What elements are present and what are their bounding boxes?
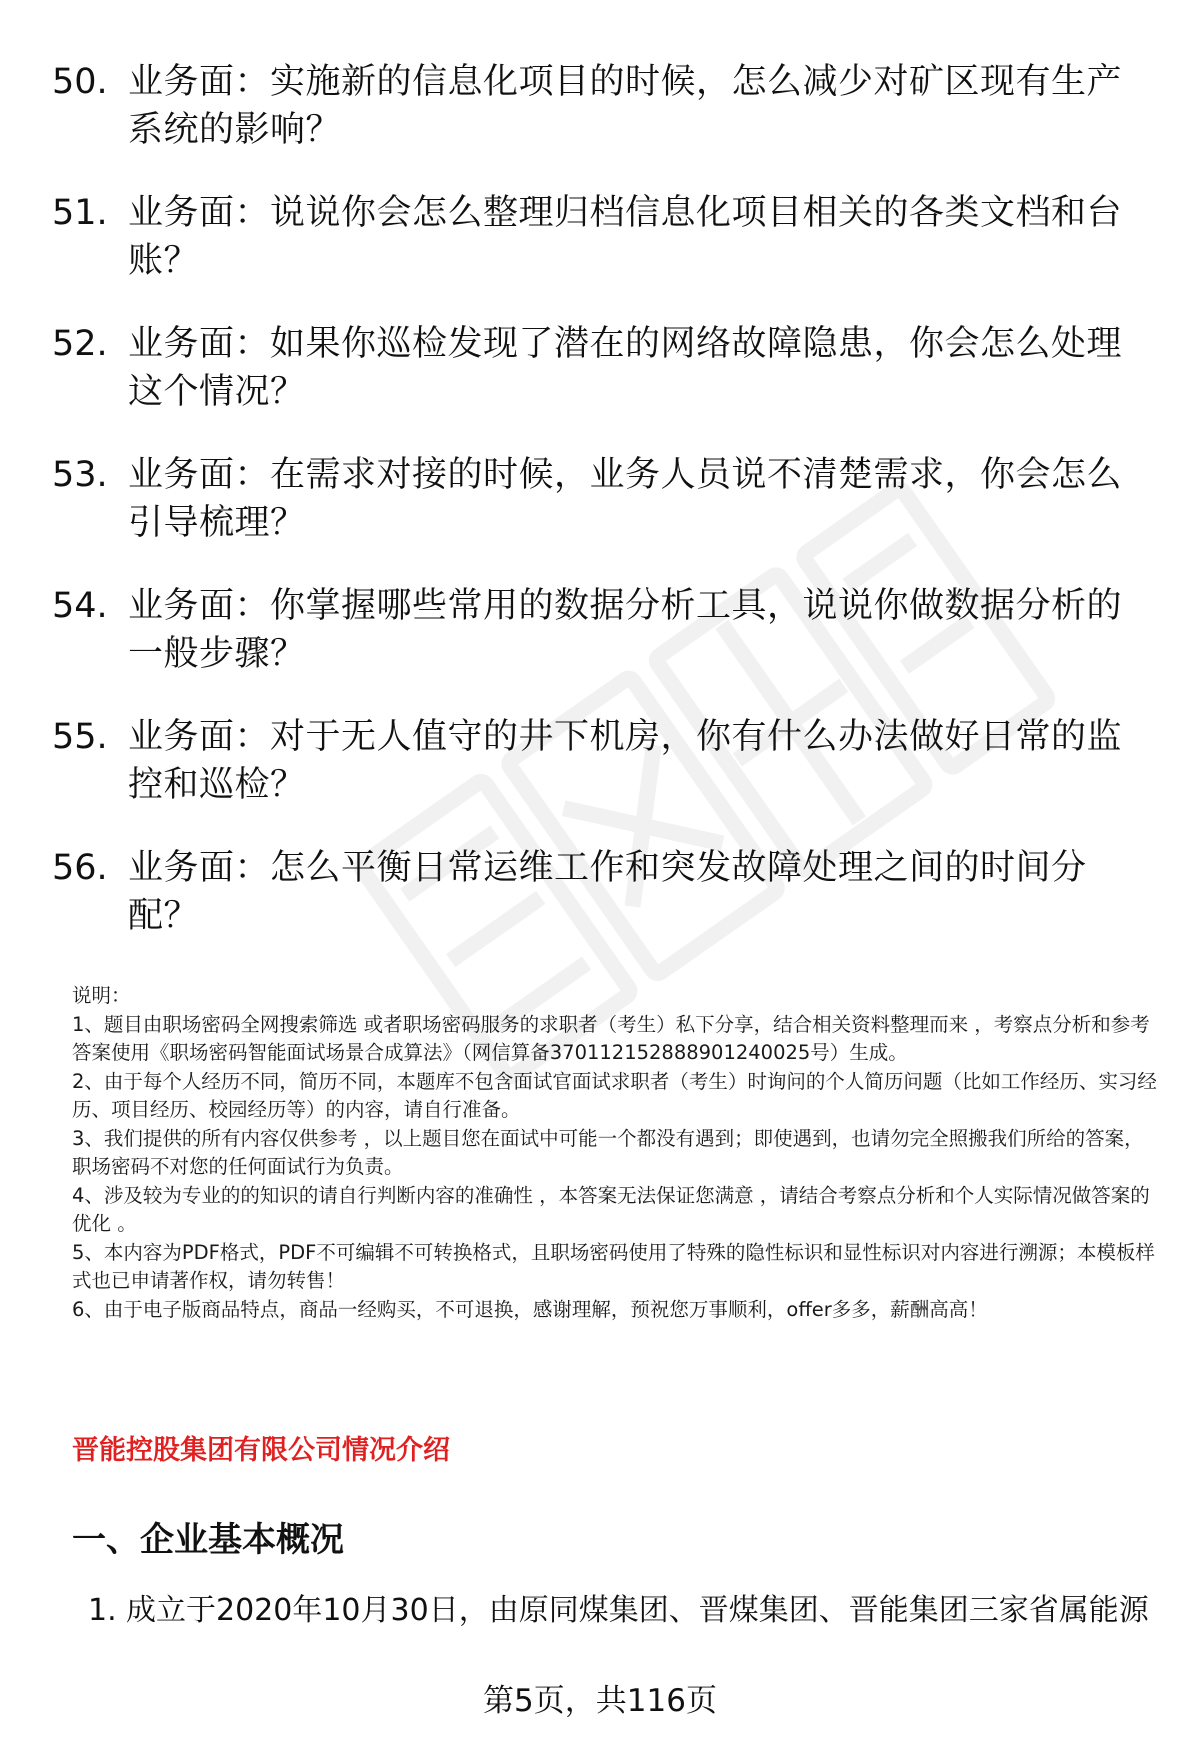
question-item <box>52 451 1142 547</box>
note-item: 6、由于电子版商品特点，商品一经购买，不可退换，感谢理解，预祝您万事顺利，offer多多，薪酬高高！ <box>72 1297 988 1321</box>
question-text: 业务面：怎么平衡日常运维工作和突发故障处理之间的时间分配？ <box>128 848 1087 936</box>
notes-section <box>72 982 1162 1324</box>
notes-heading: 说明： <box>72 984 131 1007</box>
question-text: 业务面：实施新的信息化项目的时候，怎么减少对矿区现有生产系统的影响？ <box>128 62 1123 150</box>
fact-number: 1. <box>88 1593 117 1628</box>
question-text: 业务面：说说你会怎么整理归档信息化项目相关的各类文档和台账？ <box>128 193 1123 281</box>
question-number: 54. <box>52 586 108 626</box>
fact-text: 成立于2020年10月30日，由原同煤集团、晋煤集团、晋能集团三家省属能源 <box>126 1593 1149 1628</box>
note-item: 5、本内容为PDF格式，PDF不可编辑不可转换格式，且职场密码使用了特殊的隐性标识和显性标识对内容进行溯源；本模板样式也已申请著作权，请勿转售！ <box>72 1240 1155 1292</box>
question-number: 52. <box>52 324 108 364</box>
question-number: 53. <box>52 455 108 495</box>
question-item <box>52 189 1142 285</box>
fact-item <box>88 1590 1168 1632</box>
question-text: 业务面：在需求对接的时候，业务人员说不清楚需求，你会怎么引导梳理？ <box>128 455 1123 543</box>
question-item <box>52 320 1142 416</box>
question-list <box>52 58 1142 975</box>
question-item <box>52 582 1142 678</box>
question-text: 业务面：如果你巡检发现了潜在的网络故障隐患，你会怎么处理这个情况？ <box>128 324 1123 412</box>
page-footer: 第5页，共116页 <box>483 1683 717 1719</box>
question-item <box>52 713 1142 809</box>
fact-list <box>88 1590 1168 1632</box>
note-item: 4、涉及较为专业的的知识的请自行判断内容的准确性 ，本答案无法保证您满意 ，请结合考察点分析和个人实际情况做答案的优化 。 <box>72 1183 1150 1235</box>
company-title: 晋能控股集团有限公司情况介绍 <box>72 1435 450 1466</box>
question-number: 56. <box>52 848 108 888</box>
note-item: 3、我们提供的所有内容仅供参考 ，以上题目您在面试中可能一个都没有遇到；即使遇到，也请勿完全照搬我们所给的答案，职场密码不对您的任何面试行为负责。 <box>72 1126 1144 1178</box>
section-title: 一、企业基本概况 <box>72 1520 344 1560</box>
question-number: 55. <box>52 717 108 757</box>
question-number: 50. <box>52 62 108 102</box>
question-item <box>52 58 1142 154</box>
question-number: 51. <box>52 193 108 233</box>
note-item: 1、题目由职场密码全网搜索筛选 或者职场密码服务的求职者（考生）私下分享，结合相关资料整理而来 ，考察点分析和参考答案使用《职场密码智能面试场景合成算法》（网信算备370112152888901240025号）生成。 <box>72 1012 1150 1064</box>
question-text: 业务面：对于无人值守的井下机房，你有什么办法做好日常的监控和巡检？ <box>128 717 1123 805</box>
note-item: 2、由于每个人经历不同，简历不同，本题库不包含面试官面试求职者（考生）时询问的个人简历问题（比如工作经历、实习经历、项目经历、校园经历等）的内容，请自行准备。 <box>72 1069 1157 1121</box>
question-item <box>52 844 1142 940</box>
question-text: 业务面：你掌握哪些常用的数据分析工具，说说你做数据分析的一般步骤？ <box>128 586 1123 674</box>
